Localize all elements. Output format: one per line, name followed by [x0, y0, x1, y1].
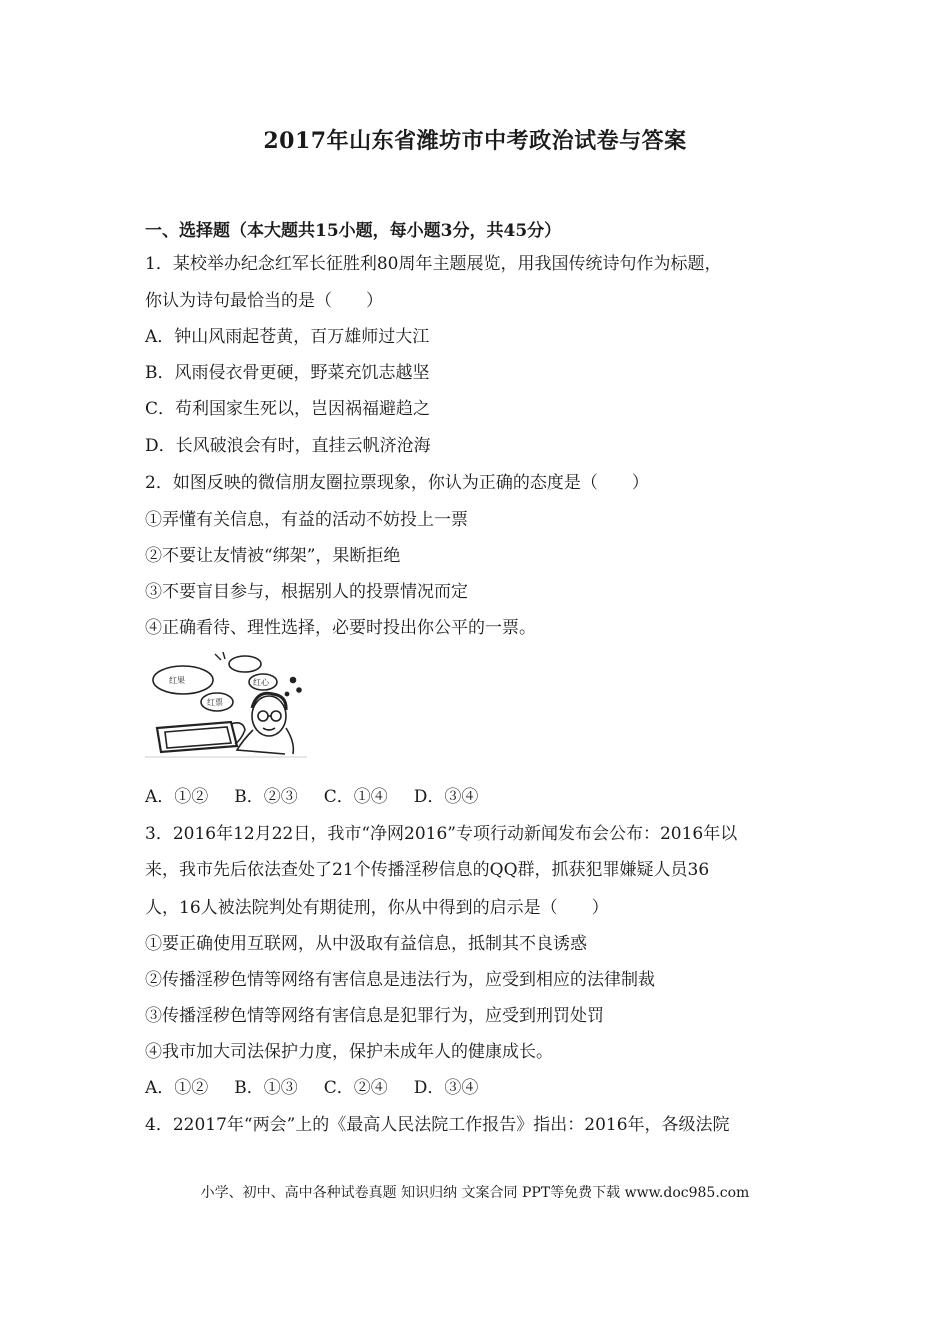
q1-option-d: D．长风破浪会有时，直挂云帆济沧海	[145, 436, 431, 456]
q1-stem-line1: 1．某校举办纪念红军长征胜利80周年主题展览，用我国传统诗句作为标题，	[145, 254, 722, 274]
cartoon-bubble-text-2: 红心	[253, 678, 269, 687]
q3-option-c: C．②④	[323, 1078, 388, 1098]
q2-option-a: A．①②	[145, 787, 209, 807]
q3-stem-line1: 3．2016年12月22日，我市“净网2016”专项行动新闻发布会公布：2016年以	[145, 824, 738, 844]
q2-stem: 2．如图反映的微信朋友圈拉票现象，你认为正确的态度是（ ）	[145, 473, 649, 493]
q3-option-b: B．①③	[234, 1078, 298, 1098]
page-footer: 小学、初中、高中各种试卷真题 知识归纳 文案合同 PPT等免费下载 www.doc985.com	[200, 1185, 750, 1201]
q4-stem-line1: 4．22017年“两会”上的《最高人民法院工作报告》指出：2016年，各级法院	[145, 1115, 730, 1135]
q3-stem-line2: 来，我市先后依法查处了21个传播淫秽信息的QQ群，抓获犯罪嫌疑人员36	[145, 860, 710, 880]
cartoon-bubble-text-3: 红票	[207, 698, 223, 707]
q2-options	[145, 785, 504, 809]
q2-statement-2: ②不要让友情被“绑架”，果断拒绝	[145, 546, 401, 566]
q3-statement-3: ③传播淫秽色情等网络有害信息是犯罪行为，应受到刑罚处罚	[145, 1006, 604, 1026]
q3-option-d: D．③④	[413, 1078, 479, 1098]
q2-option-b: B．②③	[234, 787, 298, 807]
q2-option-d: D．③④	[413, 787, 479, 807]
q1-option-b: B．风雨侵衣骨更硬，野菜充饥志越坚	[145, 363, 430, 383]
q3-statement-2: ②传播淫秽色情等网络有害信息是违法行为，应受到相应的法律制裁	[145, 970, 655, 990]
q1-option-a: A．钟山风雨起苍黄，百万雄师过大江	[145, 327, 430, 347]
q2-statement-3: ③不要盲目参与，根据别人的投票情况而定	[145, 582, 468, 602]
q3-statement-4: ④我市加大司法保护力度，保护未成年人的健康成长。	[145, 1042, 553, 1062]
q3-statement-1: ①要正确使用互联网，从中汲取有益信息，抵制其不良诱惑	[145, 934, 587, 954]
q2-option-c: C．①④	[323, 787, 388, 807]
q3-options	[145, 1076, 504, 1100]
cartoon-bubble-text-1: 红果	[169, 676, 185, 685]
q2-statement-4: ④正确看待、理性选择，必要时投出你公平的一票。	[145, 618, 536, 638]
q3-option-a: A．①②	[145, 1078, 209, 1098]
q1-stem-line2: 你认为诗句最恰当的是（ ）	[145, 291, 383, 311]
q3-stem-line3: 人，16人被法院判处有期徒刑，你从中得到的启示是（ ）	[145, 898, 609, 918]
q2-cartoon-image	[145, 650, 307, 758]
section-heading: 一、选择题（本大题共15小题，每小题3分，共45分）	[145, 221, 562, 241]
q2-statement-1: ①弄懂有关信息，有益的活动不妨投上一票	[145, 510, 468, 530]
page-title: 2017年山东省潍坊市中考政治试卷与答案	[263, 128, 687, 154]
q1-option-c: C．苟利国家生死以，岂因祸福避趋之	[145, 399, 431, 419]
